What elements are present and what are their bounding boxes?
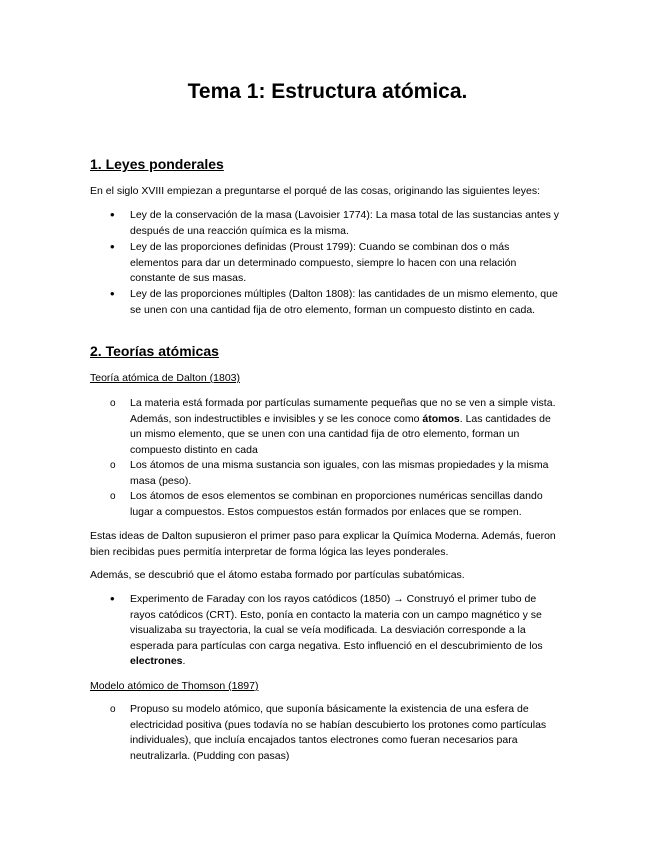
- subheading-thomson: Modelo atómico de Thomson (1897): [90, 680, 259, 692]
- bullet-icon: •: [110, 591, 115, 606]
- page-title: Tema 1: Estructura atómica.: [187, 80, 468, 103]
- list-item-dalton-2: Los átomos de una misma sustancia son iguales, con las mismas propiedades y la misma masa (peso).: [130, 459, 549, 487]
- bullet-icon: •: [110, 207, 115, 222]
- paragraph-subatomicas: Además, se descubrió que el átomo estaba formado por partículas subatómicas.: [90, 569, 465, 581]
- circle-bullet-icon: o: [110, 460, 116, 471]
- list-item-dalton-1: La materia está formada por partículas sumamente pequeñas que no se ven a simple vista. Además, son indestructibles e invisibles y se les conoce como átomos. Las cantidades de un mismo elemento, que se unen con una cantidad fija de otro elemento, forman un compuesto distinto en cada: [130, 397, 556, 456]
- list-item-thomson-1: Propuso su modelo atómico, que suponía básicamente la existencia de una esfera de electricidad positiva (pues todavía no se habían descubierto los protones como partículas individuales), que incluía encajados tantos electrones como fueran necesarios para neutralizarla. (Pudding con pasas): [130, 703, 547, 762]
- intro-paragraph: En el siglo XVIII empiezan a preguntarse el porqué de las cosas, originando las siguientes leyes:: [90, 185, 541, 197]
- paragraph-dalton-ideas: Estas ideas de Dalton supusieron el primer paso para explicar la Química Moderna. Además, fueron bien recibidas pues permitía interpretar de forma lógica las leyes ponderales.: [90, 530, 556, 558]
- list-item-faraday: Experimento de Faraday con los rayos catódicos (1850) → Construyó el primer tubo de rayos catódicos (CRT). Esto, ponía en contacto la materia con un campo magnético y se visualizaba su trayectoria, la cual se veía modificada. La desviación corresponde a la esperada para partículas con carga negativa. Esto influenció en el descubrimiento de los electrones.: [130, 593, 543, 667]
- bullet-icon: •: [110, 286, 115, 301]
- section-heading-leyes: 1. Leyes ponderales: [90, 156, 224, 172]
- circle-bullet-icon: o: [110, 398, 116, 409]
- list-item-dalton-3: Los átomos de esos elementos se combinan en proporciones numéricas sencillas dando lugar a compuestos. Estos compuestos están formados por enlaces que se rompen.: [130, 490, 543, 518]
- circle-bullet-icon: o: [110, 704, 116, 715]
- subheading-dalton: Teoría atómica de Dalton (1803): [90, 372, 240, 384]
- list-item-conservacion: Ley de la conservación de la masa (Lavoisier 1774): La masa total de las sustancias antes y después de una reacción química es la misma.: [130, 209, 559, 237]
- bullet-icon: •: [110, 239, 115, 254]
- section-heading-teorias: 2. Teorías atómicas: [90, 343, 219, 359]
- list-item-proporciones-definidas: Ley de las proporciones definidas (Proust 1799): Cuando se combinan dos o más elementos para dar un determinado compuesto, siempre lo hacen con una relación constante de sus masas.: [130, 241, 517, 284]
- list-item-proporciones-multiples: Ley de las proporciones múltiples (Dalton 1808): las cantidades de un mismo elemento, que se unen con una cantidad fija de otro elemento, forman un compuesto distinto en cada.: [130, 288, 558, 316]
- circle-bullet-icon: o: [110, 491, 116, 502]
